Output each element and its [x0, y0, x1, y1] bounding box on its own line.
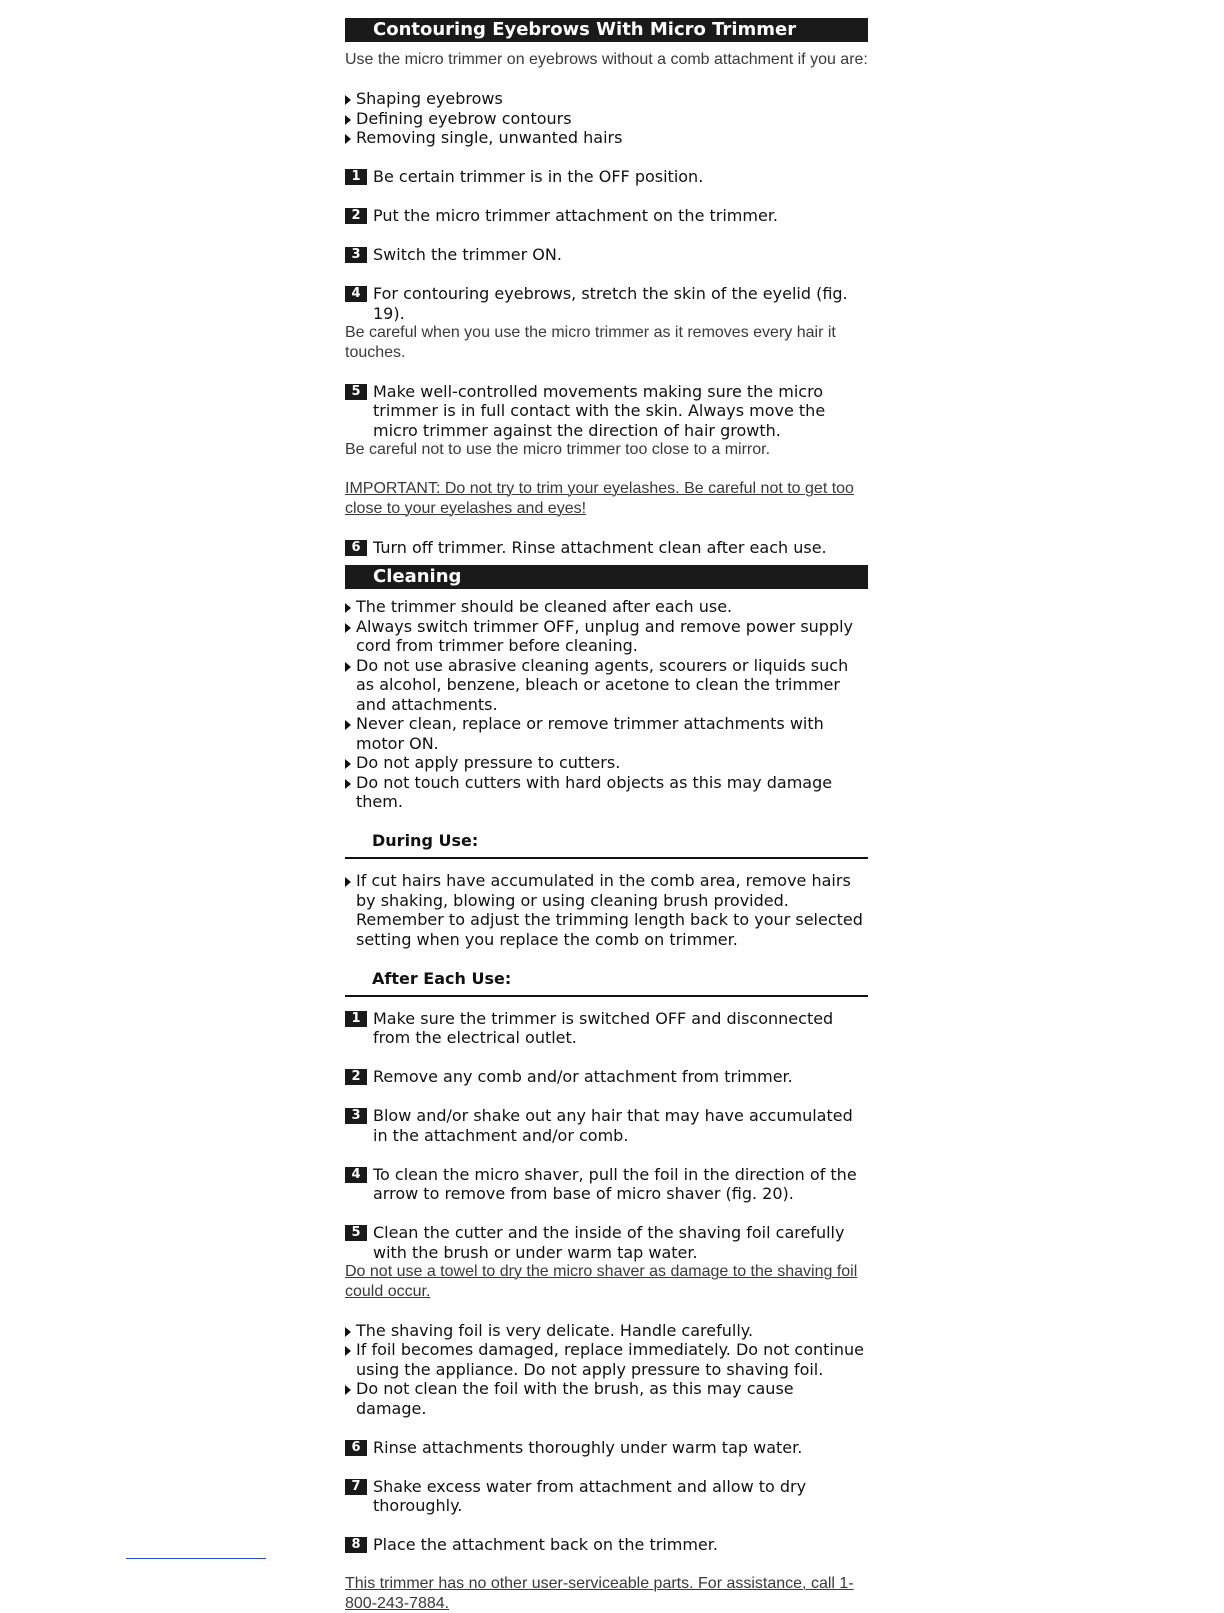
step-number: 1: [345, 169, 367, 185]
step-number: 8: [345, 1537, 367, 1553]
list-item: Do not apply pressure to cutters.: [345, 753, 868, 773]
after-use-step-7: [345, 1477, 868, 1516]
contouring-step-1: [345, 167, 868, 187]
step-text: Place the attachment back on the trimmer.: [373, 1535, 718, 1554]
step-text: Switch the trimmer ON.: [373, 245, 562, 264]
contouring-bullets: [345, 89, 868, 148]
list-item: If foil becomes damaged, replace immediately. Do not continue using the appliance. Do not apply pressure to shaving foil.: [345, 1340, 868, 1379]
list-item: The trimmer should be cleaned after each use.: [345, 597, 868, 617]
step-number: 6: [345, 1440, 367, 1456]
manual-page: [345, 18, 868, 1613]
step-text: Blow and/or shake out any hair that may have accumulated in the attachment and/or comb.: [373, 1106, 853, 1145]
subhead-during-use: During Use:: [345, 831, 868, 859]
step-text: Rinse attachments thoroughly under warm tap water.: [373, 1437, 803, 1457]
assistance-footer: This trimmer has no other user-serviceable parts. For assistance, call 1-800-243-7884.: [345, 1575, 854, 1612]
list-item: Defining eyebrow contours: [345, 109, 868, 129]
after-use-step-3: [345, 1106, 868, 1145]
after-use-step-4: [345, 1165, 868, 1204]
step-number: 4: [345, 286, 367, 302]
list-item: Never clean, replace or remove trimmer attachments with motor ON.: [345, 714, 868, 753]
after-use-step-1: [345, 1009, 868, 1048]
section-title-contouring: Contouring Eyebrows With Micro Trimmer: [345, 18, 868, 42]
list-item: Do not use abrasive cleaning agents, scourers or liquids such as alcohol, benzene, bleach or acetone to clean the trimmer and attachments.: [345, 656, 868, 715]
step-number: 5: [345, 384, 367, 400]
contouring-step-6: [345, 538, 868, 558]
step-number: 2: [345, 208, 367, 224]
step-text: Be certain trimmer is in the OFF position.: [373, 167, 704, 186]
cleaning-bullets: [345, 597, 868, 812]
step-text: Remove any comb and/or attachment from trimmer.: [373, 1067, 793, 1086]
list-item: If cut hairs have accumulated in the comb area, remove hairs by shaking, blowing or using cleaning brush provided. Remember to adjust the trimming length back to your selected setting when you replace the comb on trimmer.: [345, 871, 868, 949]
list-item: Shaping eyebrows: [345, 89, 868, 109]
step-text: Put the micro trimmer attachment on the trimmer.: [373, 206, 779, 225]
list-item: Do not clean the foil with the brush, as this may cause damage.: [345, 1379, 868, 1418]
step-text: Clean the cutter and the inside of the shaving foil carefully with the brush or under warm tap water.: [373, 1223, 845, 1262]
section-title-cleaning: Cleaning: [345, 565, 868, 589]
important-warning: IMPORTANT: Do not try to trim your eyelashes. Be careful not to get too close to your eyelashes and eyes!: [345, 480, 854, 517]
foil-bullets: [345, 1321, 868, 1419]
after-use-step-8: [345, 1535, 868, 1555]
contouring-step-2: [345, 206, 868, 226]
contouring-step-5: [345, 382, 868, 441]
step-number: 2: [345, 1069, 367, 1085]
towel-warning: Do not use a towel to dry the micro shaver as damage to the shaving foil could occur.: [345, 1263, 858, 1300]
step-number: 4: [345, 1167, 367, 1183]
step-text: Make sure the trimmer is switched OFF and disconnected from the electrical outlet.: [373, 1008, 834, 1047]
step-number: 7: [345, 1479, 367, 1495]
contouring-note-5: Be careful not to use the micro trimmer too close to a mirror.: [345, 441, 771, 458]
after-use-step-5: [345, 1223, 868, 1262]
step-text: Make well-controlled movements making sure the micro trimmer is in full contact with the skin. Always move the micro trimmer against the direction of hair growth.: [373, 381, 826, 440]
step-number: 5: [345, 1225, 367, 1241]
step-text: Shake excess water from attachment and allow to dry thoroughly.: [373, 1476, 807, 1515]
list-item: The shaving foil is very delicate. Handle carefully.: [345, 1321, 868, 1341]
subhead-after-each-use: After Each Use:: [345, 969, 868, 997]
contouring-note-4: Be careful when you use the micro trimmer as it removes every hair it touches.: [345, 324, 836, 361]
step-text: Turn off trimmer. Rinse attachment clean after each use.: [373, 537, 827, 557]
step-text: To clean the micro shaver, pull the foil in the direction of the arrow to remove from base of micro shaver (fig. 20).: [373, 1164, 857, 1203]
during-use-bullets: [345, 871, 868, 949]
step-number: 1: [345, 1011, 367, 1027]
step-text: For contouring eyebrows, stretch the skin of the eyelid (fig. 19).: [373, 284, 848, 323]
contouring-intro: Use the micro trimmer on eyebrows without a comb attachment if you are:: [345, 51, 868, 68]
contouring-step-3: [345, 245, 868, 265]
list-item: Removing single, unwanted hairs: [345, 128, 868, 148]
after-use-step-2: [345, 1067, 868, 1087]
list-item: Do not touch cutters with hard objects as this may damage them.: [345, 773, 868, 812]
after-use-step-6: [345, 1438, 868, 1458]
list-item: Always switch trimmer OFF, unplug and remove power supply cord from trimmer before cleaning.: [345, 617, 868, 656]
step-number: 6: [345, 540, 367, 556]
contouring-step-4: [345, 284, 868, 323]
step-number: 3: [345, 247, 367, 263]
step-number: 3: [345, 1108, 367, 1124]
page-edge-rule: [126, 1558, 266, 1559]
